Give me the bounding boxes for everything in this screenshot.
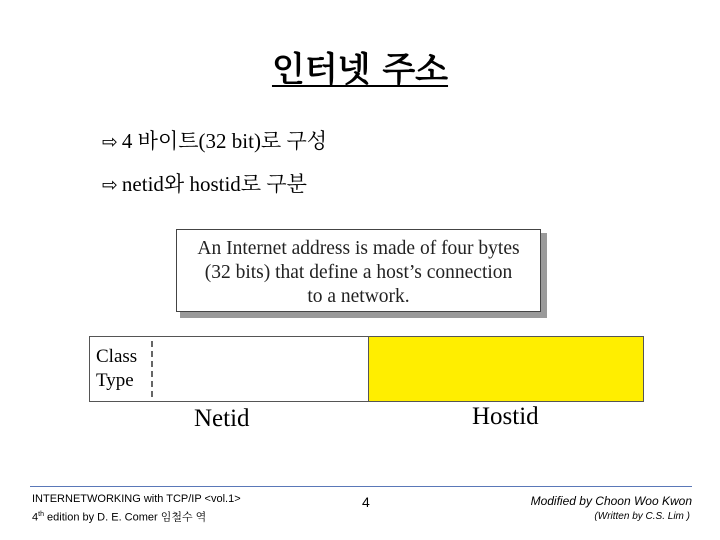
- page-number: 4: [362, 494, 370, 510]
- note-line: An Internet address is made of four bytes: [197, 238, 520, 259]
- bullet-item: [102, 125, 327, 155]
- hostid-field: [368, 337, 643, 401]
- footer-written-by: (Written by C.S. Lim ): [594, 511, 690, 522]
- definition-note: [176, 229, 541, 312]
- class-label: Class: [96, 346, 138, 367]
- footer-source: [32, 492, 241, 526]
- page-title: 인터넷 주소: [271, 50, 449, 90]
- footer-modified-by: Modified by Choon Woo Kwon: [530, 494, 692, 508]
- bullet-text: netid와 hostid로 구분: [121, 172, 307, 196]
- note-line: to a network.: [307, 286, 410, 307]
- class-type-label: [96, 345, 137, 393]
- class-divider: [151, 341, 153, 397]
- bullet-text: 4 바이트(32 bit)로 구성: [121, 129, 328, 153]
- netid-label: Netid: [194, 405, 250, 432]
- note-line: (32 bits) that define a host’s connection: [204, 262, 513, 283]
- bullet-item: [102, 168, 307, 198]
- footer-divider: [30, 486, 692, 487]
- footer-edition: 4th edition by D. E. Comer 임철수 역: [32, 511, 207, 524]
- hostid-label: Hostid: [472, 403, 539, 430]
- type-label: Type: [96, 370, 134, 391]
- circled-right-arrow-icon: ⇨: [102, 174, 118, 196]
- circled-right-arrow-icon: ⇨: [102, 131, 118, 153]
- address-diagram: [89, 336, 644, 402]
- footer-book-title: INTERNETWORKING with TCP/IP <vol.1>: [32, 493, 241, 505]
